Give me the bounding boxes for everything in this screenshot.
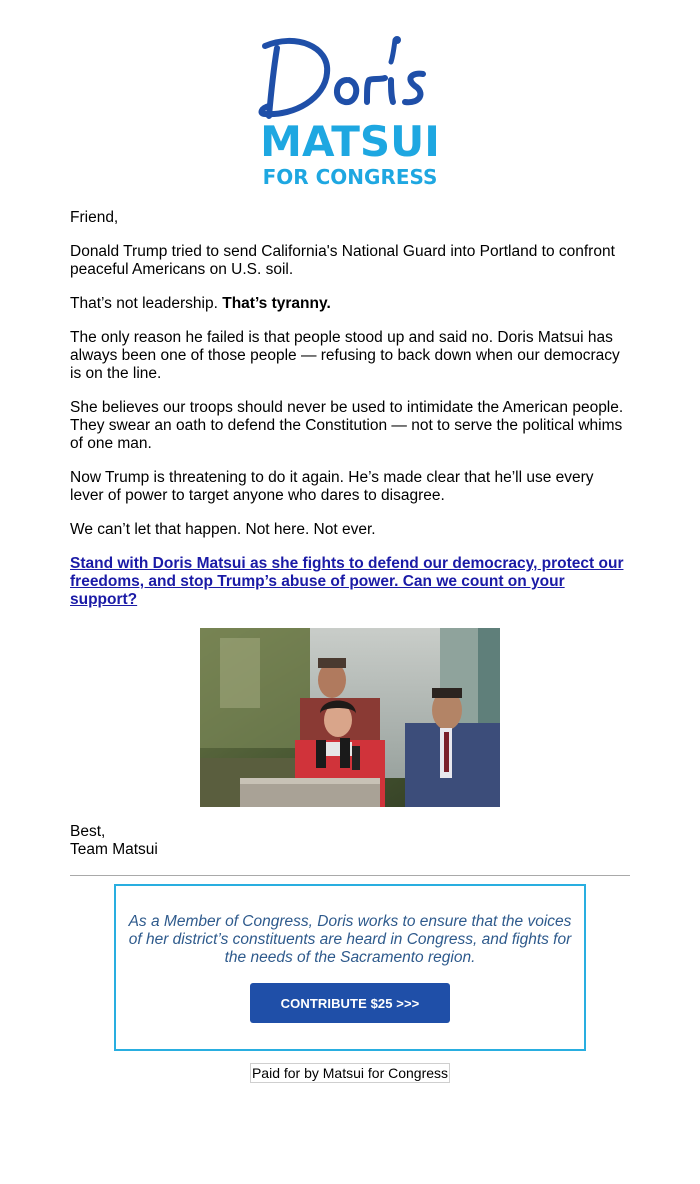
paid-for-disclaimer: Paid for by Matsui for Congress bbox=[251, 1065, 449, 1081]
donate-link[interactable]: Stand with Doris Matsui as she fights to defend our democracy, protect our freedoms, and stop Trump’s abuse of power. Can we count on your support? bbox=[70, 555, 624, 608]
divider bbox=[70, 875, 630, 876]
paragraph-6: We can’t let that happen. Not here. Not ever. bbox=[70, 521, 376, 538]
paragraph-2 bbox=[70, 295, 630, 313]
email-body bbox=[70, 209, 630, 625]
signoff bbox=[70, 823, 158, 859]
paragraph-2-lead: That’s not leadership. bbox=[70, 295, 218, 312]
paragraph-5: Now Trump is threatening to do it again. He’s made clear that he’ll use every lever of power to target anyone who dares to disagree. bbox=[70, 469, 594, 504]
contribute-button[interactable]: CONTRIBUTE $25 >>> bbox=[250, 983, 450, 1023]
contribute-box bbox=[114, 884, 586, 1051]
member-description: As a Member of Congress, Doris works to ensure that the voices of her district’s constituents are heard in Congress, and fights for the needs of the Sacramento region. bbox=[128, 913, 572, 966]
doris-matsui-logo-graphic bbox=[255, 28, 445, 188]
paragraph-1: Donald Trump tried to send California's National Guard into Portland to confront peaceful Americans on U.S. soil. bbox=[70, 243, 615, 278]
signoff-line-1: Best, bbox=[70, 823, 106, 840]
paragraph-2-bold: That’s tyranny. bbox=[222, 295, 331, 312]
logo bbox=[255, 28, 445, 188]
paragraph-4: She believes our troops should never be used to intimidate the American people. They swear an oath to defend the Constitution — not to serve the political whims of one man. bbox=[70, 399, 624, 452]
signoff-line-2: Team Matsui bbox=[70, 841, 158, 858]
logo-sub: FOR CONGRESS bbox=[262, 165, 438, 188]
paragraph-3: The only reason he failed is that people stood up and said no. Doris Matsui has always been one of those people — refusing to back down when our democracy is on the line. bbox=[70, 329, 620, 382]
photo-graphic bbox=[200, 628, 500, 807]
logo-name: MATSUI bbox=[260, 117, 440, 166]
greeting: Friend, bbox=[70, 209, 119, 226]
press-conference-photo[interactable] bbox=[200, 628, 500, 807]
